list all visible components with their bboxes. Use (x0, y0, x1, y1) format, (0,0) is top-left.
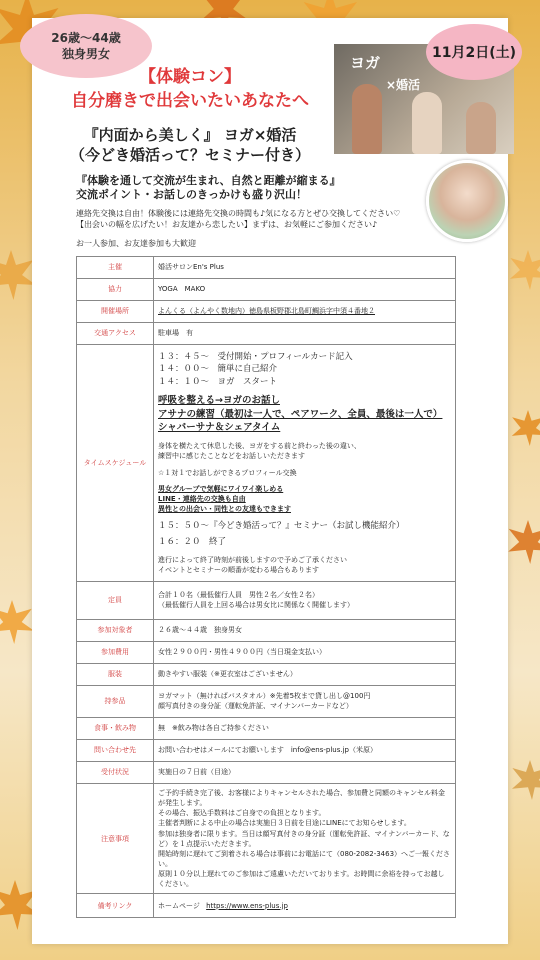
table-row (77, 685, 456, 717)
row-value-contact: お問い合わせはメールにてお願いします info@ens-plus.jp（米原） (154, 739, 456, 761)
homepage-label: ホームページ (158, 901, 200, 910)
row-label-link: 備考リンク (77, 894, 154, 918)
row-label-host: 主催 (77, 257, 154, 279)
photo-label-konkatsu: ×婚活 (386, 78, 421, 92)
yoga-step-2: アサナの練習（最初は一人で、ペアワーク、全員、最後は一人で） (158, 408, 443, 420)
caution-line: ご予約手続き完了後、お客様によりキャンセルされた場合、参加費と同額のキャンセル料金が発生します。 (158, 788, 445, 808)
autumn-leaf-decoration (508, 250, 540, 290)
caution-line: その場合、振込手数料はご自身での負担となります。 (158, 809, 326, 818)
row-value-access: 駐車場 有 (154, 323, 456, 345)
row-label-capacity: 定員 (77, 581, 154, 619)
caution-line: 主催者判断による中止の場合は実施日３日前を目途にLINEにてお知らせします。 (158, 819, 411, 828)
autumn-leaf-decoration (0, 600, 34, 644)
row-value-venue: よんくる（よんやく数地内）徳島県板野郡北島町鯛浜字中須４番地２ (154, 301, 456, 323)
autumn-leaf-decoration (506, 520, 540, 564)
row-value-eligible: ２６歳〜４４歳 独身男女 (154, 619, 456, 641)
schedule-time-2: １４：００〜 簡単に自己紹介 (158, 364, 278, 375)
schedule-time-3: １４：１０〜 ヨガ スタート (158, 376, 278, 387)
event-date: 11月2日(土) (431, 45, 517, 61)
table-row (77, 301, 456, 323)
row-label-contact: 問い合わせ先 (77, 739, 154, 761)
autumn-leaf-decoration (0, 250, 36, 300)
row-label-venue: 開催場所 (77, 301, 154, 323)
row-value-link (154, 894, 456, 918)
subtitle-sub: （今どき婚活って？セミナー付き） (69, 146, 310, 164)
yoga-desc-1: 身体を横たえて休息した後、ヨガをする前と終わった後の違い、 (158, 442, 361, 451)
target-status: 独身男女 (61, 47, 110, 61)
table-row (77, 761, 456, 783)
caution-line: 開始時刻に遅れてご到着される場合は事前にお電話にて（080-2082-3463）へご一報ください。 (158, 849, 451, 868)
event-date-badge (426, 24, 522, 80)
capacity-line-2: （最低催行人員を上回る場合は男女比に関係なく開催します） (158, 601, 354, 610)
headline-main: 自分磨きで出会いたいあなたへ (71, 91, 309, 111)
note-line-3: お一人参加、お友達参加も大歓迎 (76, 239, 196, 248)
table-row (77, 257, 456, 279)
row-label-schedule: タイムスケジュール (77, 345, 154, 582)
seminar-time: １５：５０〜『今どき婚活って？』セミナー（お試し機能紹介） (158, 521, 405, 532)
table-row (77, 739, 456, 761)
table-row (77, 279, 456, 301)
table-row (77, 641, 456, 663)
caution-line: 原則１０分以上遅れてのご参加はご遠慮いただいております。お時間に余裕を持ってお越しください。 (158, 870, 445, 889)
yoga-desc-2: 練習中に感じたことなどをお話しいただきます (158, 452, 305, 461)
row-value-caution (154, 783, 456, 893)
row-value-items (154, 685, 456, 717)
row-value-dress: 動きやすい服装（※更衣室はございません） (154, 663, 456, 685)
group-point-3: 異性との出会い・同性との友達もできます (158, 504, 291, 513)
capacity-line-1: 合計１０名（最低催行人員 男性２名／女性２名） (158, 591, 319, 600)
schedule-time-1: １３：４５〜 受付開始・プロフィールカード記入 (158, 352, 353, 362)
row-value-host: 婚活サロンEn's Plus (154, 257, 456, 279)
items-line-2: 顔写真付きの身分証（運転免許証、マイナンバーカードなど） (158, 702, 353, 711)
subtitle-main: 『内面から美しく』 ヨガ×婚活 (83, 126, 297, 144)
row-label-food: 食事・飲み物 (77, 717, 154, 739)
caution-line: 参加は独身者に限ります。当日は顔写真付きの身分証（運転免許証、マイナンバーカード、など）を１点提示いただきます。 (158, 829, 450, 848)
note-line-1: 連絡先交換は自由！体験後には連絡先交換の時間も♪気になる方とぜひ交換してください♡ (76, 209, 401, 218)
table-row (77, 323, 456, 345)
row-label-items: 持参品 (77, 685, 154, 717)
row-value-schedule (154, 345, 456, 582)
headline-tag: 【体験コン】 (139, 67, 241, 87)
row-label-dress: 服装 (77, 663, 154, 685)
row-value-deadline: 実施日の７日前（目途） (154, 761, 456, 783)
target-age: 26歳〜44歳 (51, 30, 121, 45)
items-line-1: ヨガマット（無ければバスタオル）※先着5枚まで貸し出し@100円 (158, 692, 371, 701)
row-value-fee: 女性２９００円・男性４９００円（当日現金支払い） (154, 641, 456, 663)
note-line-2: 【出会いの幅を広げたい！お友達から恋したい】まずは、お気軽にご参加ください♪ (76, 220, 378, 229)
schedule-note-2: イベントとセミナーの順番が変わる場合もあります (158, 565, 319, 574)
schedule-note-1: 進行によって終了時刻が前後しますので予めご了承ください (158, 555, 347, 564)
yoga-person-figure (466, 102, 496, 154)
end-time: １６：２０ 終了 (158, 537, 227, 548)
row-label-eligible: 参加対象者 (77, 619, 154, 641)
table-row (77, 345, 456, 582)
table-row (77, 663, 456, 685)
row-label-access: 交通アクセス (77, 323, 154, 345)
row-label-caution: 注意事項 (77, 783, 154, 893)
table-row (77, 894, 456, 918)
autumn-leaf-decoration (510, 410, 540, 446)
table-row (77, 783, 456, 893)
photo-label-yoga: ヨガ (350, 54, 381, 72)
target-badge (20, 14, 152, 78)
row-label-fee: 参加費用 (77, 641, 154, 663)
table-row (77, 619, 456, 641)
table-row (77, 717, 456, 739)
row-label-deadline: 受付状況 (77, 761, 154, 783)
row-label-coop: 協力 (77, 279, 154, 301)
group-point-1: 男女グループで気軽にワイワイ楽しめる (158, 484, 284, 493)
instructor-portrait (426, 160, 508, 242)
catch-copy-1: 『体験を通して交流が生まれ、自然と距離が縮まる』 (76, 174, 341, 187)
row-value-coop: YOGA MAKO (154, 279, 456, 301)
catch-copy-2: 交流ポイント・お話しのきっかけも盛り沢山！ (76, 188, 307, 201)
event-info-table (76, 256, 456, 918)
group-point-2: LINE・連絡先の交換も自由 (158, 494, 246, 503)
autumn-leaf-decoration (510, 760, 540, 800)
yoga-person-figure (412, 92, 442, 154)
profile-exchange: ☆１対１でお話しができるプロフィール交換 (158, 468, 297, 477)
homepage-link[interactable]: https://www.ens-plus.jp (206, 901, 288, 910)
row-value-capacity (154, 581, 456, 619)
yoga-step-1: 呼吸を整える→ヨガのお話し (158, 394, 280, 406)
row-value-food: 無 ※飲み物は各自ご持参ください (154, 717, 456, 739)
yoga-step-3: シャバーサナ＆シェアタイム (158, 422, 281, 434)
table-row (77, 581, 456, 619)
yoga-person-figure (352, 84, 382, 154)
